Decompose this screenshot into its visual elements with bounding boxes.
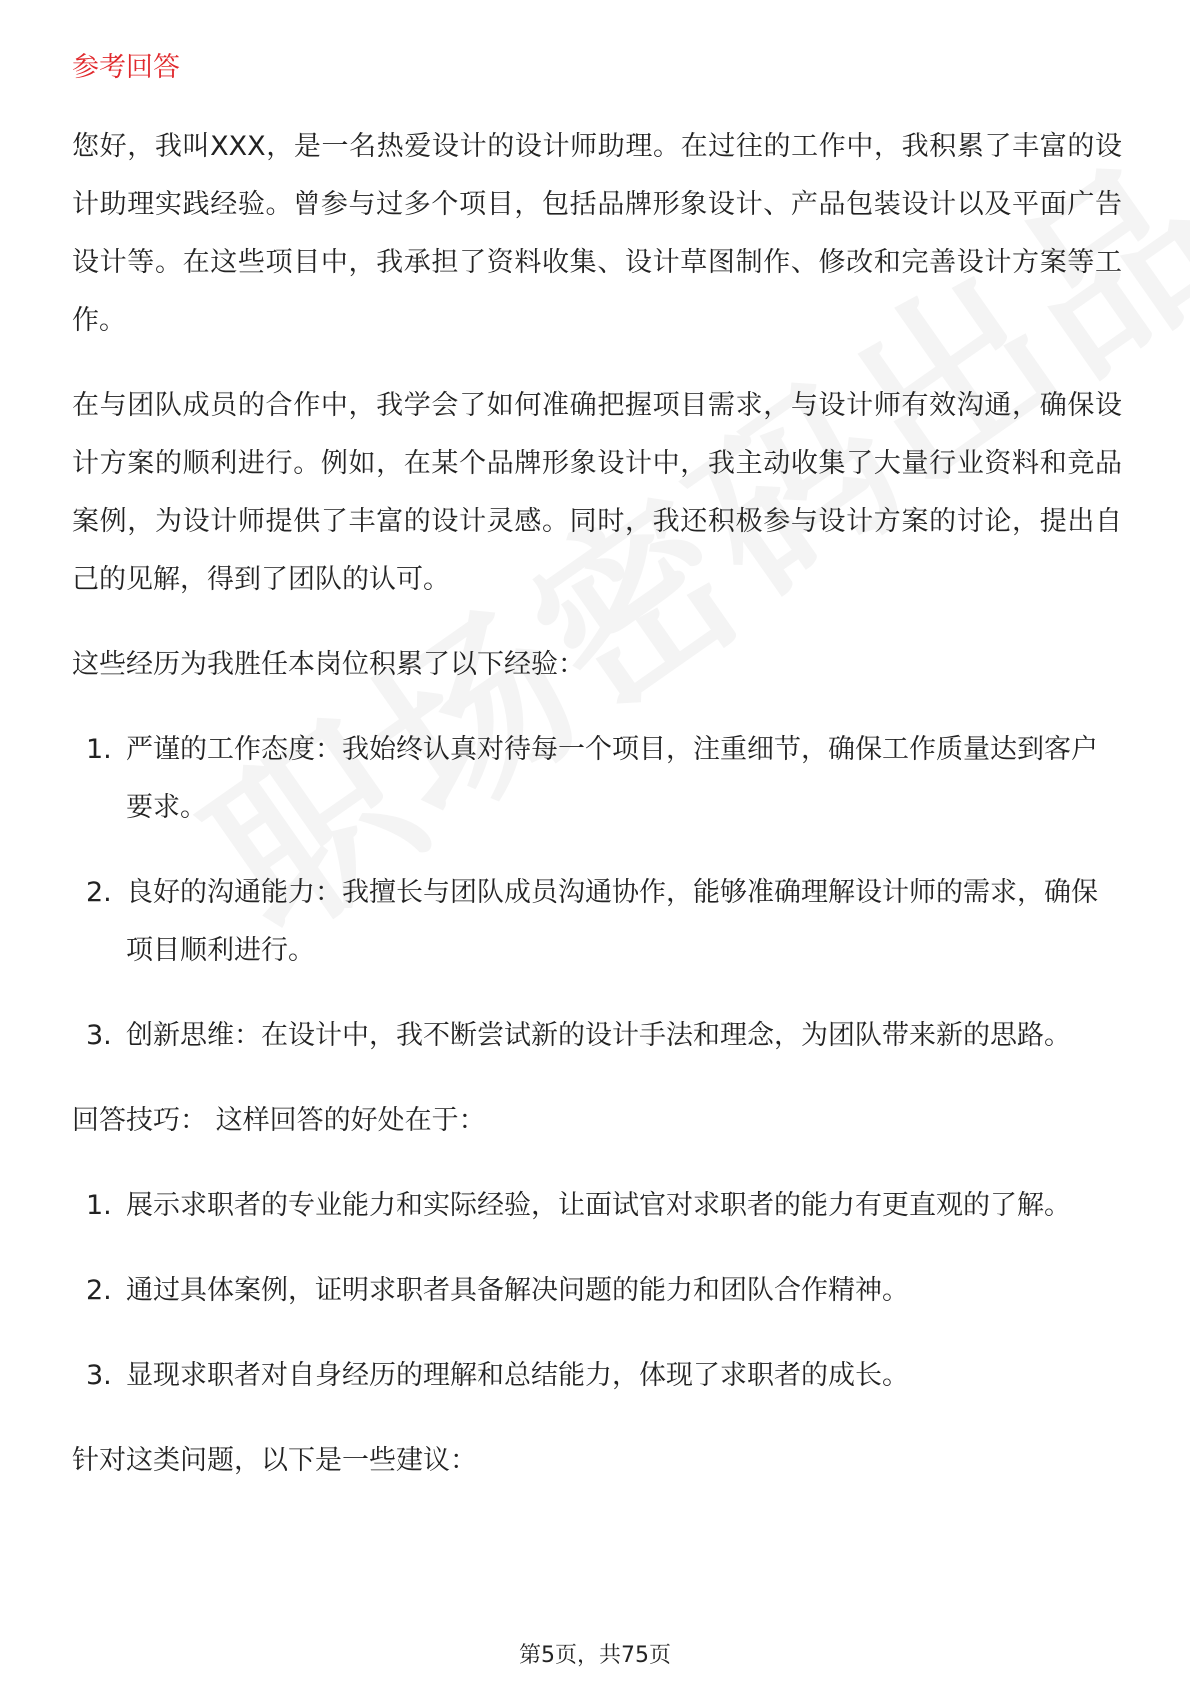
list-item-text: 显现求职者对自身经历的理解和总结能力，体现了求职者的成长。: [126, 1360, 909, 1391]
list-item-text: 展示求职者的专业能力和实际经验，让面试官对求职者的能力有更直观的了解。: [126, 1190, 1071, 1221]
closing-paragraph: 针对这类问题，以下是一些建议：: [72, 1445, 477, 1476]
section-heading: 参考回答: [72, 52, 180, 83]
list-number: 2.: [86, 1275, 112, 1306]
list-number: 1.: [86, 734, 112, 765]
tips-list: [72, 1177, 1122, 1405]
list-item: [72, 1262, 1122, 1320]
tips-intro-paragraph: 回答技巧： 这样回答的好处在于：: [72, 1105, 486, 1136]
list-item-text: 良好的沟通能力：我擅长与团队成员沟通协作，能够准确理解设计师的需求，确保项目顺利进行。: [126, 877, 1098, 966]
intro-paragraph: 您好，我叫XXX，是一名热爱设计的设计师助理。在过往的工作中，我积累了丰富的设计助理实践经验。曾参与过多个项目，包括品牌形象设计、产品包装设计以及平面广告设计等。在这些项目中，我承担了资料收集、设计草图制作、修改和完善设计方案等工作。: [72, 131, 1122, 336]
list-number: 3.: [86, 1020, 112, 1051]
list-item: [72, 864, 1122, 980]
list-item: [72, 1007, 1122, 1065]
list-number: 3.: [86, 1360, 112, 1391]
list-item: [72, 1177, 1122, 1235]
teamwork-paragraph: 在与团队成员的合作中，我学会了如何准确把握项目需求，与设计师有效沟通，确保设计方案的顺利进行。例如，在某个品牌形象设计中，我主动收集了大量行业资料和竞品案例，为设计师提供了丰富的设计灵感。同时，我还积极参与设计方案的讨论，提出自己的见解，得到了团队的认可。: [72, 390, 1122, 595]
experience-intro-paragraph: 这些经历为我胜任本岗位积累了以下经验：: [72, 649, 585, 680]
list-number: 1.: [86, 1190, 112, 1221]
list-item: [72, 1347, 1122, 1405]
list-item-text: 通过具体案例，证明求职者具备解决问题的能力和团队合作精神。: [126, 1275, 909, 1306]
experience-list: [72, 721, 1122, 1065]
list-number: 2.: [86, 877, 112, 908]
document-content: [72, 48, 1122, 1517]
list-item-text: 创新思维：在设计中，我不断尝试新的设计手法和理念，为团队带来新的思路。: [126, 1020, 1071, 1051]
page-footer: 第5页，共75页: [519, 1643, 671, 1668]
list-item-text: 严谨的工作态度：我始终认真对待每一个项目，注重细节，确保工作质量达到客户要求。: [126, 734, 1098, 823]
list-item: [72, 721, 1122, 837]
